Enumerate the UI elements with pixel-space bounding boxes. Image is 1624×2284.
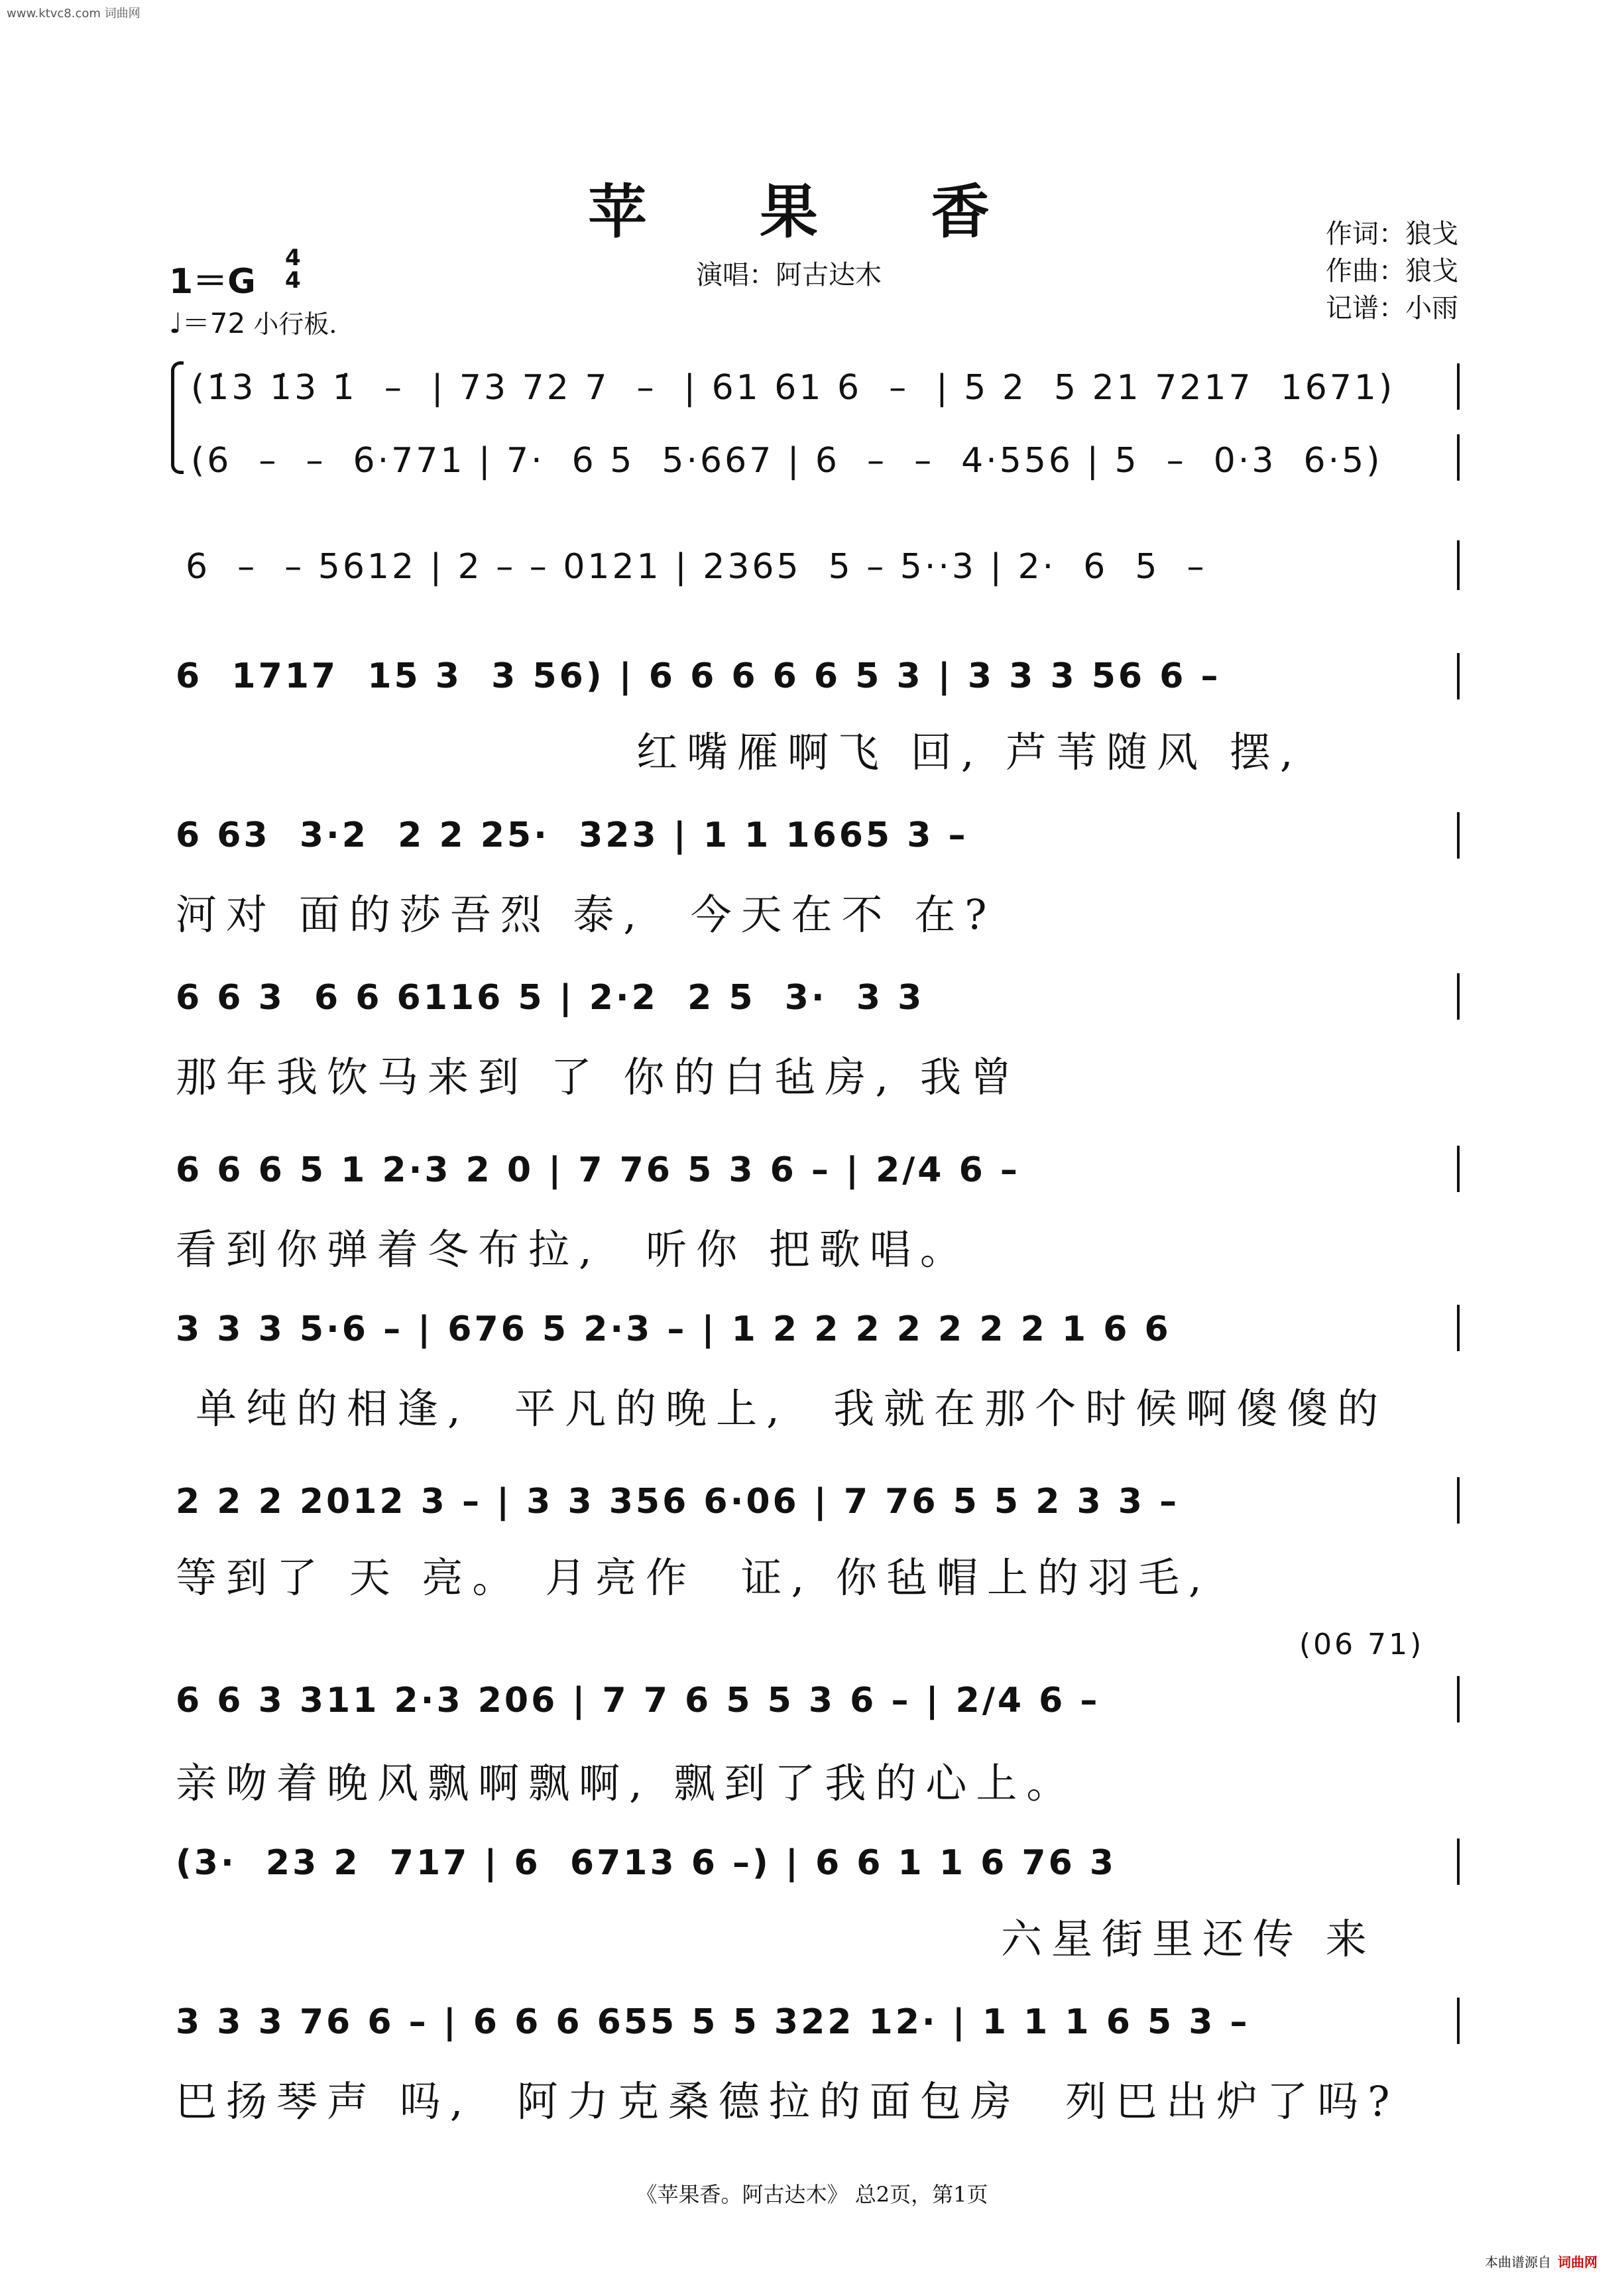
brand-right: 词曲网 bbox=[1558, 2254, 1597, 2270]
system-3-notes: 6 – – 5612 | 2 – – 0121 | 2365 5 – 5··3 | 2· 6 5 – bbox=[186, 547, 1207, 587]
tempo-term: 小行板. bbox=[253, 310, 337, 339]
barline bbox=[1457, 1146, 1460, 1192]
page-footer: 《苹果香。阿古达木》 总2页，第1页 bbox=[636, 2182, 988, 2207]
system-7-lyrics: 看到你弹着冬布拉, 听你 把歌唱。 bbox=[176, 1225, 970, 1274]
system-6-lyrics: 那年我饮马来到 了 你的白毡房, 我曾 bbox=[176, 1053, 1021, 1101]
system-12-notes: 3 3 3 76 6 – | 6 6 6 655 5 5 322 12· | 1 1 1 6 5 3 – bbox=[176, 2002, 1250, 2042]
system-4-lyrics: 红嘴雁啊飞 回, 芦苇随风 摆, bbox=[636, 728, 1303, 776]
barline bbox=[1457, 1305, 1460, 1351]
time-signature-bottom: 4 bbox=[285, 267, 301, 294]
transcriber: 记谱：小雨 bbox=[1326, 293, 1458, 324]
system-5-lyrics: 河对 面的莎吾烈 泰, 今天在不 在? bbox=[176, 890, 996, 939]
barline bbox=[1457, 1676, 1460, 1722]
tempo-mark: ♩＝72 bbox=[169, 307, 246, 339]
barline bbox=[1457, 434, 1460, 481]
barline bbox=[1457, 1477, 1460, 1524]
system-4-notes: 6 1717 15 3 3 56) | 6 6 6 6 6 5 3 | 3 3 3 56 6 – bbox=[176, 656, 1221, 696]
system-12-lyrics: 巴扬琴声 吗, 阿力克桑德拉的面包房 列巴出炉了吗? bbox=[176, 2077, 1399, 2126]
singer: 演唱：阿古达木 bbox=[696, 260, 882, 290]
system-1-notes: (1̇3 1̇3 1̇ – | 73 72 7 – | 61 61 6 – | 5 2 5 21 7217 1671) bbox=[191, 368, 1395, 408]
lyricist: 作词：狼戈 bbox=[1326, 219, 1458, 249]
time-signature bbox=[285, 247, 301, 292]
brand-left: 本曲谱源自 bbox=[1485, 2254, 1551, 2270]
system-10-notes: 6 6 3 311 2·3 206 | 7 7 6 5 5 3 6 – | 2/4 6 – bbox=[176, 1681, 1100, 1720]
key-signature: 1＝G bbox=[169, 262, 256, 302]
barline bbox=[1457, 1998, 1460, 2044]
system-11-notes: (3· 23 2 717 | 6 6713 6 –) | 6 6 1 1 6 76 3 bbox=[176, 1843, 1117, 1883]
barline bbox=[1457, 540, 1460, 590]
brand-mark bbox=[1485, 2252, 1597, 2271]
system-9-lyrics: 等到了 天 亮。 月亮作 证, 你毡帽上的羽毛, bbox=[176, 1553, 1211, 1602]
credits bbox=[1326, 215, 1458, 327]
time-signature-top: 4 bbox=[285, 245, 301, 271]
pickup-notes: (06 71) bbox=[1299, 1628, 1424, 1661]
system-10-lyrics: 亲吻着晚风飘啊飘啊, 飘到了我的心上。 bbox=[176, 1759, 1077, 1807]
song-title: 苹 果 香 bbox=[588, 177, 1036, 246]
system-2-notes: (6 – – 6·771 | 7· 6 5 5·667 | 6 – – 4·556 | 5 – 0·3 6·5) bbox=[191, 441, 1383, 481]
system-11-lyrics: 六星街里还传 来 bbox=[1001, 1915, 1376, 1963]
barline bbox=[1457, 1838, 1460, 1885]
barline bbox=[1457, 812, 1460, 859]
barline bbox=[1457, 653, 1460, 699]
system-brace bbox=[171, 361, 184, 474]
system-6-notes: 6 6 3 6 6 6116 5 | 2·2 2 5 3· 3 3 bbox=[176, 978, 925, 1018]
system-7-notes: 6 6 6 5 1 2·3 2 0 | 7 76 5 3 6 – | 2/4 6 – bbox=[176, 1150, 1020, 1190]
barline bbox=[1457, 363, 1460, 410]
system-9-notes: 2 2 2 2012 3 – | 3 3 356 6·06 | 7 76 5 5 2 3 3 – bbox=[176, 1482, 1180, 1522]
site-header: www.ktvc8.com 词曲网 bbox=[7, 7, 141, 21]
barline bbox=[1457, 973, 1460, 1020]
tempo bbox=[169, 302, 337, 341]
system-8-notes: 3 3 3 5·6 – | 676 5 2·3 – | 1 2 2 2 2 2 2 2 1 6 6 bbox=[176, 1309, 1171, 1349]
system-5-notes: 6 63 3·2 2 2 25· 323 | 1 1 1665 3 – bbox=[176, 815, 968, 855]
composer: 作曲：狼戈 bbox=[1326, 256, 1458, 286]
system-8-lyrics: 单纯的相逢, 平凡的晚上, 我就在那个时候啊傻傻的 bbox=[196, 1384, 1388, 1433]
